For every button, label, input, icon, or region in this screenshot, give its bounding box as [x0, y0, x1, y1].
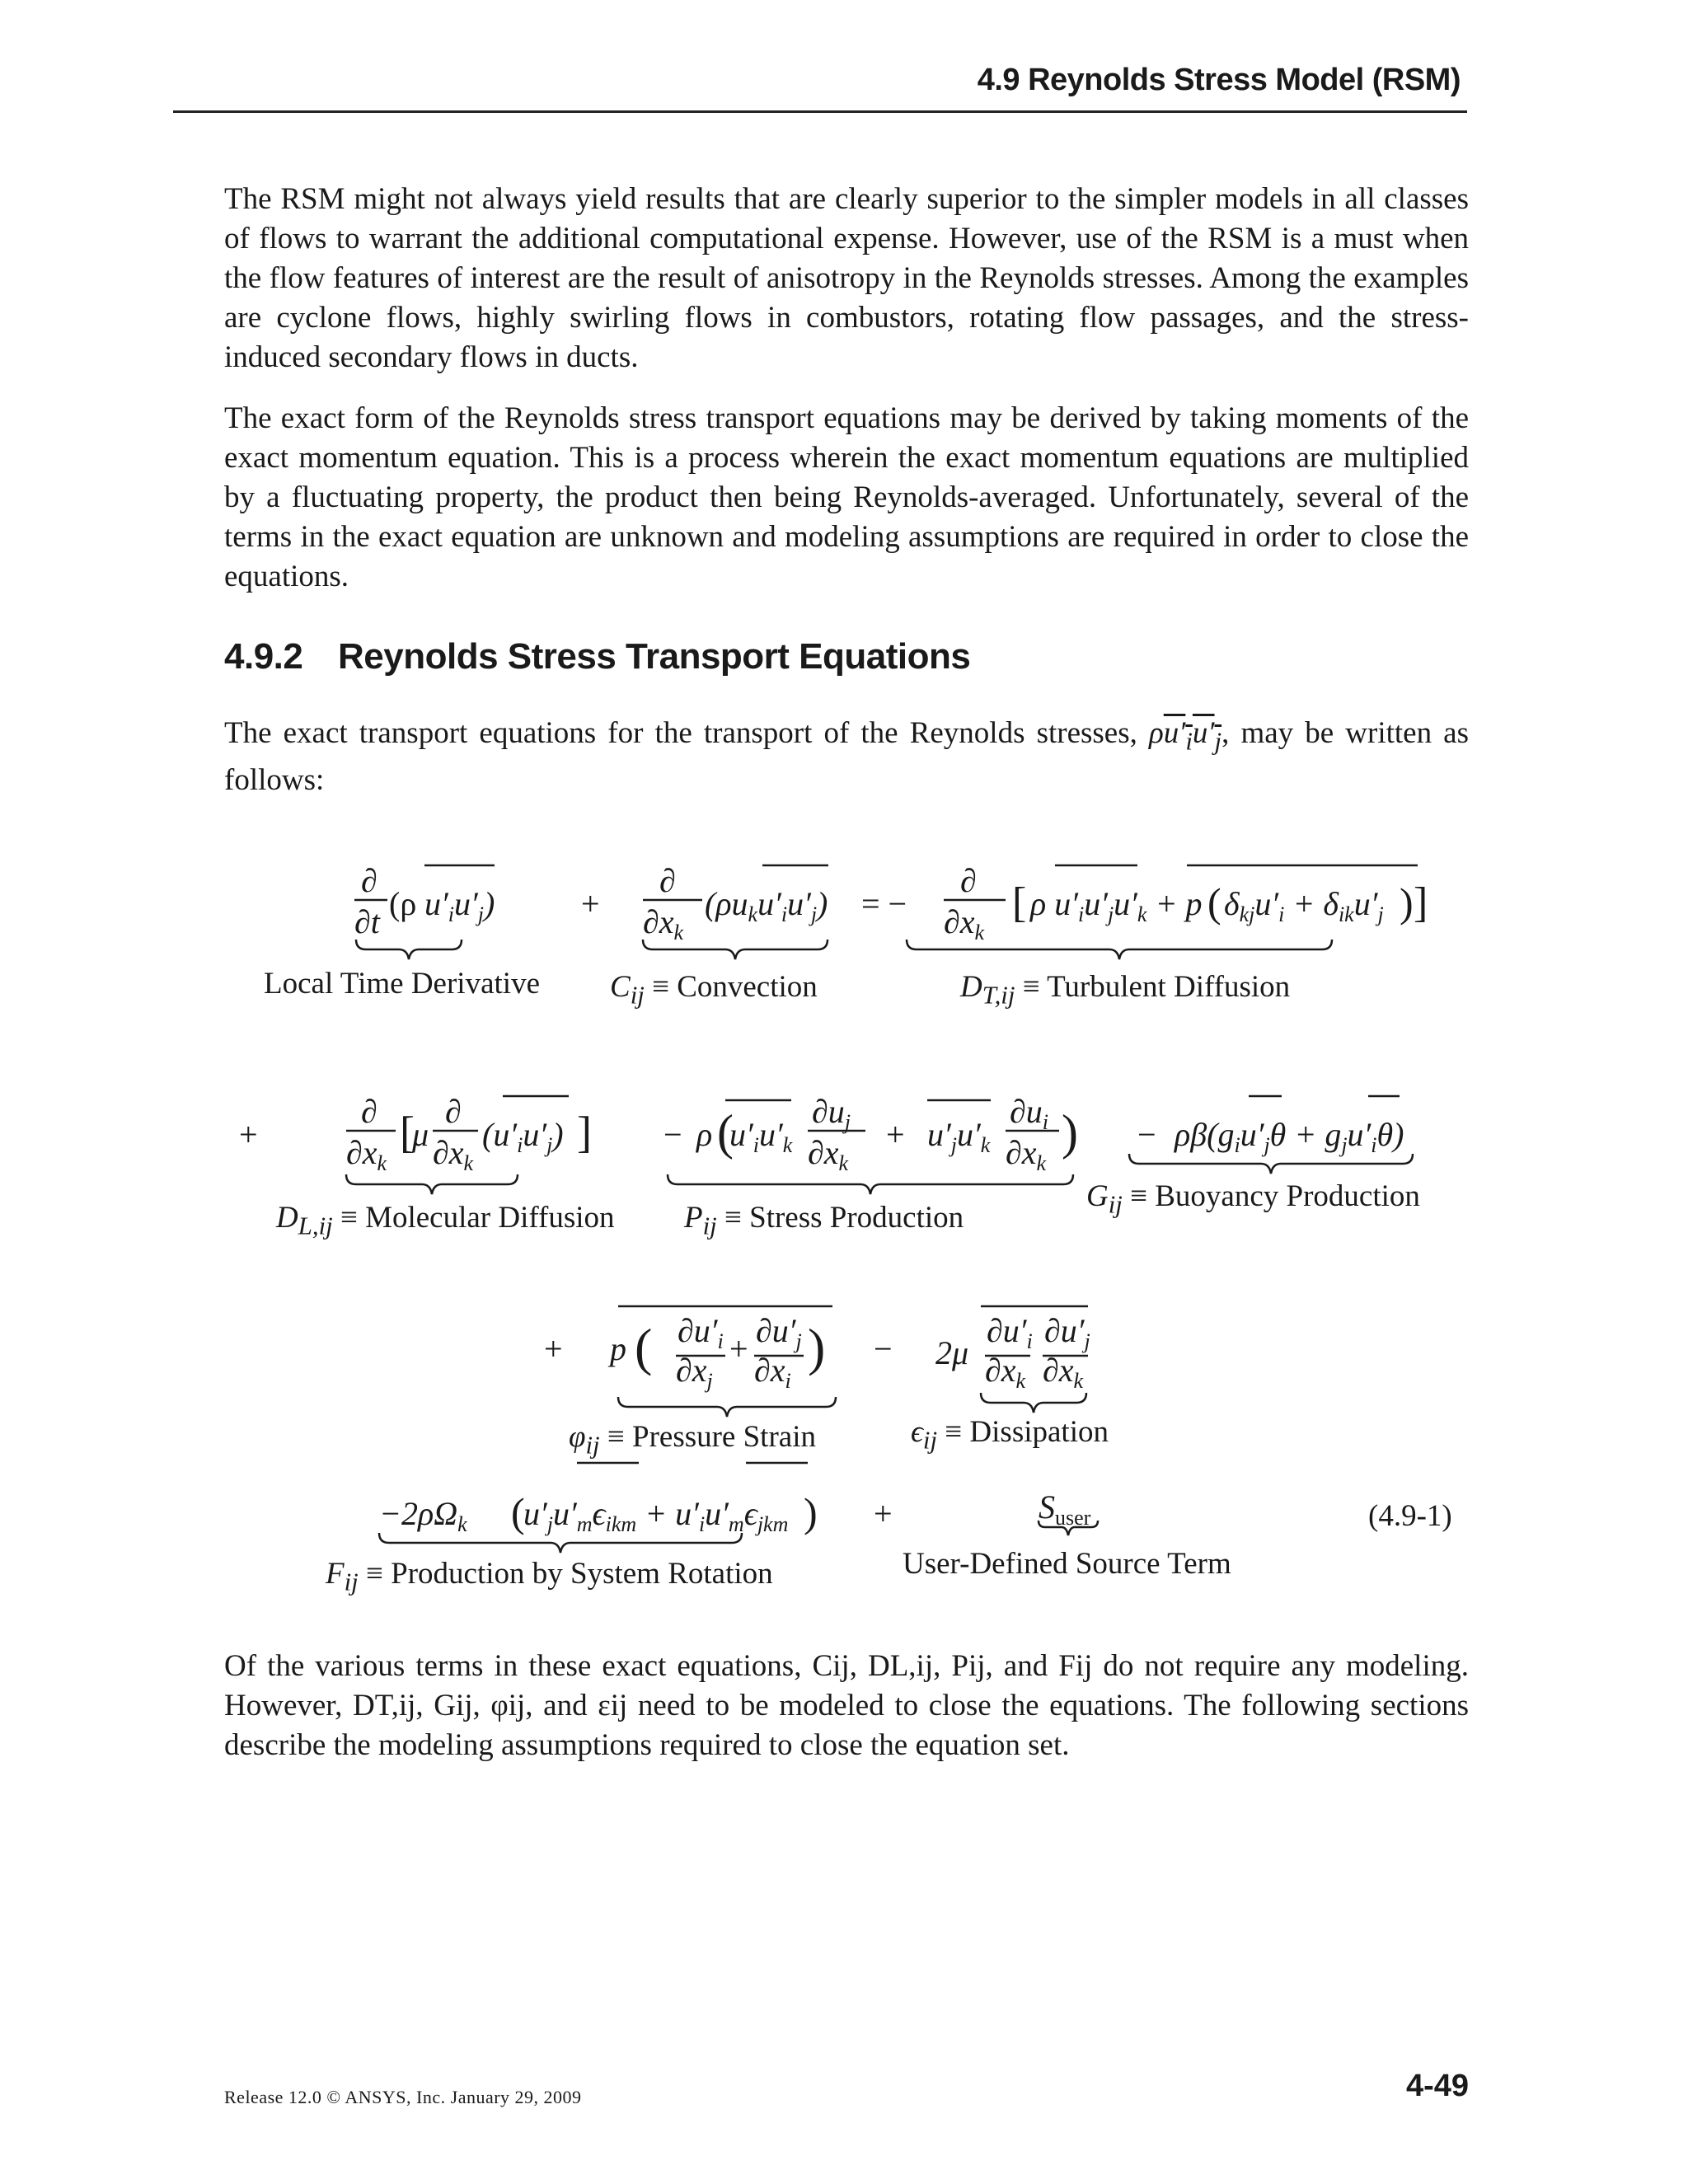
label-dissipation: $\epsilon_{ij}$ ≡ Dissipation — [911, 1415, 1109, 1455]
svg-text:∂u′i: $\partial u'_i$ — [987, 1312, 1033, 1353]
svg-text:+: + — [729, 1330, 748, 1367]
svg-text:∂: ∂ — [361, 1093, 377, 1130]
svg-text:u′ju′k: $u'_ju'_k$ — [927, 1116, 991, 1157]
svg-text:): ) — [808, 1318, 826, 1376]
svg-text:): ) — [1062, 1105, 1078, 1160]
paragraph-1: The RSM might not always yield results that are clearly superior to the simpler models in all classes of flows to warrant the additional computational expense. However, use of the RSM is a must when the flow features of interest are the result of anisotropy in the Reynolds stresses. Among the examples are cyclone flows, highly swirling flows in combustors, rotating flow passages, and the stress-induced secondary flows in ducts. — [224, 182, 1469, 374]
reynolds-stress-symbol: $\rho u'_iu'_j$ — [1148, 716, 1222, 756]
footer-release: Release 12.0 © ANSYS, Inc. January 29, 2009 — [224, 2087, 582, 2107]
header-title: 4.9 Reynolds Stress Model (RSM) — [977, 63, 1461, 97]
svg-text:(ρ: (ρ — [389, 885, 417, 922]
svg-text:∂xk: $\partial x_k$ — [643, 903, 684, 944]
svg-text:∂xk: $\partial x_k$ — [433, 1134, 474, 1175]
svg-text:(: ( — [717, 1105, 734, 1160]
svg-text:= −: = − — [861, 885, 907, 922]
svg-text:(: ( — [1207, 879, 1221, 926]
svg-text:∂t: ∂t — [354, 903, 380, 940]
section-title: Reynolds Stress Transport Equations — [338, 636, 971, 677]
svg-text:−2ρΩk: $-2\rho\Omega_k$ — [379, 1495, 467, 1536]
svg-text:∂xk: $\partial x_k$ — [346, 1134, 387, 1175]
svg-text:(ρuku′iu′j): $(\rho u_ku'_iu'_j)$ — [705, 885, 828, 926]
svg-text:−: − — [1137, 1116, 1156, 1153]
running-header — [173, 58, 1467, 113]
svg-text:+: + — [239, 1116, 258, 1153]
svg-text:∂xk: $\partial x_k$ — [1043, 1352, 1084, 1393]
svg-text:−: − — [663, 1116, 682, 1153]
label-pressure-strain: $\varphi_{ij}$ ≡ Pressure Strain — [569, 1420, 816, 1460]
svg-text:∂ui: $\partial u_i$ — [1010, 1093, 1048, 1134]
paragraph-3 — [224, 714, 1469, 800]
svg-text:∂: ∂ — [361, 862, 377, 899]
svg-text:[: [ — [400, 1108, 415, 1157]
label-convection: $C_{ij}$ ≡ Convection — [610, 970, 818, 1010]
svg-text:ρ u′iu′ju′k + p: ρ $u'_iu'_ju'_k + p$ — [1030, 885, 1203, 926]
label-turbulent-diffusion: $D_{T,ij}$ ≡ Turbulent Diffusion — [960, 970, 1291, 1010]
svg-text:μ: μ — [412, 1116, 429, 1153]
svg-text:ρβ(giu′jθ + gju′iθ): $\rho\beta(g_iu'_j\theta + g_ju'_i\theta)$ — [1175, 1116, 1404, 1157]
svg-text:∂xi: $\partial x_i$ — [754, 1352, 791, 1393]
svg-text:∂xk: $\partial x_k$ — [944, 903, 985, 944]
svg-text:+: + — [886, 1116, 905, 1153]
svg-text:): ) — [1400, 879, 1414, 926]
svg-text:∂xk: $\partial x_k$ — [985, 1352, 1026, 1393]
svg-text:+: + — [874, 1495, 893, 1532]
section-heading — [224, 636, 970, 677]
paragraph-3-suffix: , may be written as follows: — [224, 716, 1469, 798]
svg-text:]: ] — [1414, 879, 1428, 926]
svg-text:u′iu′k: $u'_iu'_k$ — [729, 1116, 793, 1157]
svg-text:∂xk: $\partial x_k$ — [1006, 1134, 1047, 1175]
svg-text:∂: ∂ — [659, 862, 676, 899]
label-buoyancy-production: $G_{ij}$ ≡ Buoyancy Production — [1086, 1179, 1420, 1219]
section-number: 4.9.2 — [224, 636, 303, 677]
svg-text:p: p — [610, 1330, 626, 1367]
page-number: 4-49 — [1405, 2069, 1469, 2103]
svg-text:]: ] — [577, 1108, 592, 1157]
svg-text:(u′iu′j): $(u'_iu'_j)$ — [482, 1116, 564, 1157]
svg-text:∂: ∂ — [960, 862, 977, 899]
svg-text:∂uj: $\partial u_j$ — [812, 1093, 851, 1134]
svg-text:∂: ∂ — [445, 1093, 462, 1130]
label-local-time-derivative: Local Time Derivative — [264, 967, 540, 1001]
svg-text:2μ: 2μ — [935, 1334, 969, 1371]
svg-text:u′ju′mϵikm + u′iu′mϵjkm: $u'_ju'_m\epsilon_{ikm} + u'_iu'_m\epsilon_{jkm}$ — [523, 1495, 789, 1536]
svg-text:+: + — [544, 1330, 563, 1367]
label-stress-production: $P_{ij}$ ≡ Stress Production — [684, 1201, 964, 1240]
paragraph-2: The exact form of the Reynolds stress transport equations may be derived by taking moments of the exact momentum equation. This is a process wherein the exact momentum equations are multiplied by a fluctuating property, the product then being Reynolds-averaged. Unfortunately, several of the terms in the exact equation are unknown and modeling assumptions are required in order to close the equations. — [224, 401, 1469, 593]
svg-text:ρ: ρ — [696, 1116, 713, 1153]
svg-text:∂u′j: $\partial u'_j$ — [1044, 1312, 1090, 1353]
svg-text:[: [ — [1012, 879, 1027, 926]
paragraph-4: Of the various terms in these exact equations, Cij, DL,ij, Pij, and Fij do not require any modeling. However, DT,ij, Gij, φij, and εij need to be modeled to close the equations. The following sections describe the modeling assumptions required to close the equation set. — [224, 1649, 1469, 1762]
svg-text:+: + — [581, 885, 600, 922]
label-user-source: User-Defined Source Term — [903, 1547, 1231, 1581]
label-molecular-diffusion: $D_{L,ij}$ ≡ Molecular Diffusion — [276, 1201, 615, 1240]
svg-text:u′iu′j): $u'_iu'_j$) — [424, 885, 495, 926]
svg-text:∂u′j: $\partial u'_j$ — [756, 1312, 802, 1353]
svg-text:(: ( — [635, 1318, 653, 1376]
equation-number: (4.9-1) — [1368, 1499, 1452, 1533]
paragraph-3-prefix: The exact transport equations for the transport of the Reynolds stresses, — [224, 716, 1137, 750]
svg-text:(: ( — [511, 1489, 525, 1535]
svg-text:): ) — [804, 1489, 818, 1535]
equation-4-9-1 — [148, 824, 1550, 1607]
svg-text:∂xj: $\partial x_j$ — [676, 1352, 713, 1393]
svg-text:∂u′i: $\partial u'_i$ — [678, 1312, 724, 1353]
svg-text:−: − — [874, 1330, 893, 1367]
svg-text:Suser: $S_{user}$ — [1039, 1488, 1091, 1530]
svg-text:∂xk: $\partial x_k$ — [808, 1134, 849, 1175]
svg-text:δkju′i + δiku′j: $\delta_{kj}u'_i + \delta_{ik}u'_j$ — [1224, 885, 1384, 926]
label-system-rotation: $F_{ij}$ ≡ Production by System Rotation — [326, 1557, 773, 1596]
